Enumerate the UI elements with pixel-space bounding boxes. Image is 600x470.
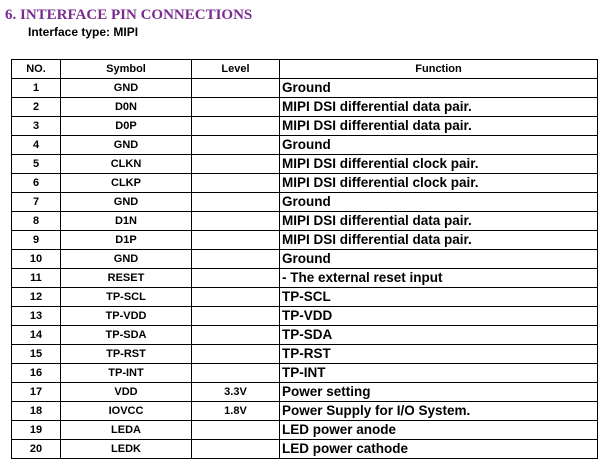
pin-symbol: TP-RST — [61, 345, 192, 364]
pin-level — [192, 231, 280, 250]
pin-function: TP-RST — [280, 345, 598, 364]
pin-level — [192, 250, 280, 269]
pin-level — [192, 98, 280, 117]
table-row — [12, 250, 598, 269]
pin-number: 1 — [12, 79, 61, 98]
table-row — [12, 307, 598, 326]
pin-symbol: TP-SCL — [61, 288, 192, 307]
pin-level — [192, 155, 280, 174]
table-header-row — [12, 60, 598, 79]
pin-number: 18 — [12, 402, 61, 421]
pin-number: 10 — [12, 250, 61, 269]
table-row — [12, 402, 598, 421]
pin-function: Power setting — [280, 383, 598, 402]
interface-type-label: Interface type: MIPI — [28, 25, 139, 39]
pin-level — [192, 174, 280, 193]
pin-function: Ground — [280, 193, 598, 212]
pin-function: Ground — [280, 250, 598, 269]
table-row — [12, 288, 598, 307]
table-row — [12, 269, 598, 288]
pin-symbol: TP-VDD — [61, 307, 192, 326]
pin-number: 13 — [12, 307, 61, 326]
pin-function: TP-SDA — [280, 326, 598, 345]
pin-symbol: TP-INT — [61, 364, 192, 383]
table-row — [12, 345, 598, 364]
table-row — [12, 193, 598, 212]
pin-number: 8 — [12, 212, 61, 231]
pin-symbol: CLKN — [61, 155, 192, 174]
pin-number: 5 — [12, 155, 61, 174]
pin-number: 11 — [12, 269, 61, 288]
pin-function: - The external reset input — [280, 269, 598, 288]
table-row — [12, 421, 598, 440]
pin-level — [192, 326, 280, 345]
pin-number: 6 — [12, 174, 61, 193]
pin-function: TP-VDD — [280, 307, 598, 326]
pin-symbol: GND — [61, 136, 192, 155]
table-row — [12, 174, 598, 193]
pin-level — [192, 288, 280, 307]
pin-symbol: IOVCC — [61, 402, 192, 421]
section-title: 6. INTERFACE PIN CONNECTIONS — [5, 7, 253, 23]
pin-level: 1.8V — [192, 402, 280, 421]
pin-number: 4 — [12, 136, 61, 155]
pin-function: Ground — [280, 136, 598, 155]
pin-symbol: GND — [61, 193, 192, 212]
pin-symbol: GND — [61, 250, 192, 269]
pin-level — [192, 117, 280, 136]
pin-level — [192, 269, 280, 288]
pin-number: 17 — [12, 383, 61, 402]
pin-rows — [12, 79, 598, 459]
pin-symbol: RESET — [61, 269, 192, 288]
pin-level — [192, 136, 280, 155]
pin-symbol: D0N — [61, 98, 192, 117]
table-row — [12, 117, 598, 136]
pin-symbol: VDD — [61, 383, 192, 402]
pin-level — [192, 307, 280, 326]
pin-level — [192, 440, 280, 459]
pin-number: 7 — [12, 193, 61, 212]
pin-level — [192, 193, 280, 212]
pin-number: 3 — [12, 117, 61, 136]
pin-function: LED power cathode — [280, 440, 598, 459]
pin-number: 2 — [12, 98, 61, 117]
pin-level — [192, 421, 280, 440]
pin-number: 14 — [12, 326, 61, 345]
pin-level — [192, 364, 280, 383]
pin-level — [192, 212, 280, 231]
pin-connections-table — [11, 59, 598, 459]
pin-symbol: TP-SDA — [61, 326, 192, 345]
pin-function: LED power anode — [280, 421, 598, 440]
pin-function: MIPI DSI differential data pair. — [280, 117, 598, 136]
table-row — [12, 326, 598, 345]
pin-function: MIPI DSI differential clock pair. — [280, 155, 598, 174]
table-row — [12, 136, 598, 155]
pin-number: 20 — [12, 440, 61, 459]
pin-level — [192, 79, 280, 98]
table-row — [12, 440, 598, 459]
pin-number: 19 — [12, 421, 61, 440]
pin-function: MIPI DSI differential clock pair. — [280, 174, 598, 193]
pin-symbol: D0P — [61, 117, 192, 136]
header-symbol: Symbol — [61, 60, 192, 79]
pin-number: 9 — [12, 231, 61, 250]
pin-symbol: D1P — [61, 231, 192, 250]
table-row — [12, 383, 598, 402]
table-row — [12, 155, 598, 174]
pin-function: MIPI DSI differential data pair. — [280, 231, 598, 250]
pin-number: 16 — [12, 364, 61, 383]
pin-function: MIPI DSI differential data pair. — [280, 212, 598, 231]
table-row — [12, 212, 598, 231]
pin-symbol: LEDA — [61, 421, 192, 440]
header-level: Level — [192, 60, 280, 79]
pin-function: Power Supply for I/O System. — [280, 402, 598, 421]
pin-symbol: CLKP — [61, 174, 192, 193]
pin-symbol: D1N — [61, 212, 192, 231]
table-row — [12, 79, 598, 98]
pin-number: 12 — [12, 288, 61, 307]
pin-level — [192, 345, 280, 364]
pin-function: MIPI DSI differential data pair. — [280, 98, 598, 117]
pin-function: TP-SCL — [280, 288, 598, 307]
table-row — [12, 231, 598, 250]
pin-symbol: GND — [61, 79, 192, 98]
header-no: NO. — [12, 60, 61, 79]
header-function: Function — [280, 60, 598, 79]
pin-function: TP-INT — [280, 364, 598, 383]
table-row — [12, 98, 598, 117]
table-row — [12, 364, 598, 383]
pin-number: 15 — [12, 345, 61, 364]
pin-level: 3.3V — [192, 383, 280, 402]
pin-function: Ground — [280, 79, 598, 98]
pin-symbol: LEDK — [61, 440, 192, 459]
